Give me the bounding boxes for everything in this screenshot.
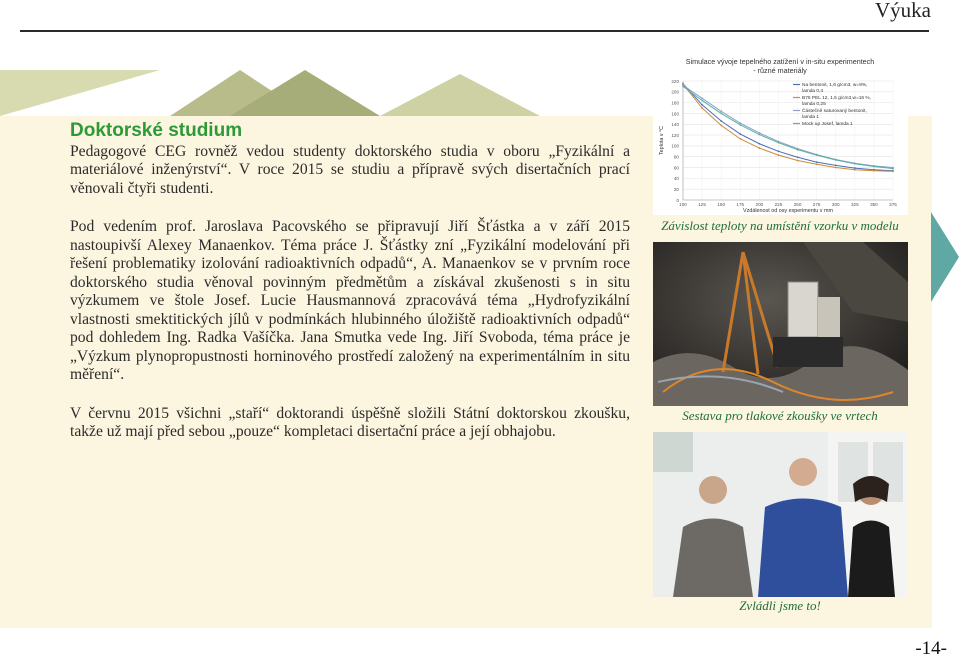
photo-graduates: [653, 432, 908, 597]
legend-label-1: lamda 0,4: [802, 89, 824, 94]
x-tick-label: 300: [831, 202, 840, 207]
data-point: [854, 167, 856, 169]
paragraph-exam: V červnu 2015 všichni „staří“ doktorandi úspěšně složili Státní doktorskou zkoušku, takže už mají před sebou „pouze“ kompletaci disertační práce a její obhajobu.: [70, 404, 630, 440]
temperature-chart: [653, 55, 908, 215]
header-rule: [20, 30, 929, 32]
data-point: [701, 104, 703, 106]
data-point: [797, 149, 799, 151]
x-tick-label: 325: [850, 202, 859, 207]
data-point: [758, 134, 760, 136]
data-point: [720, 113, 722, 115]
y-tick-label: 100: [671, 143, 679, 149]
data-point: [816, 163, 818, 165]
legend-label-3: lamda 1: [802, 115, 820, 120]
x-tick-label: 200: [755, 202, 764, 207]
x-tick-label: 225: [774, 202, 783, 207]
data-point: [701, 97, 703, 99]
data-point: [739, 124, 741, 126]
data-point: [758, 147, 760, 149]
paragraph-intro: Pedagogové CEG rovněž vedou studenty doktorského studia v oboru „Fyzikální a materiálové inženýrství“. V roce 2015 se studiu a přípravě svých disertačních prací věnovali čtyři studenti.: [70, 142, 630, 197]
x-tick-label: 175: [736, 202, 745, 207]
y-tick-label: 20: [673, 186, 679, 192]
data-point: [873, 170, 875, 172]
data-point: [758, 143, 760, 145]
x-tick-label: 275: [812, 202, 821, 207]
data-point: [892, 168, 894, 170]
x-tick-label: 250: [793, 202, 802, 207]
y-tick-label: 80: [673, 154, 679, 160]
data-point: [816, 161, 818, 163]
data-point: [682, 86, 684, 88]
y-tick-label: 140: [671, 122, 679, 128]
data-point: [739, 138, 741, 140]
data-point: [739, 133, 741, 135]
legend-label-1: Na bentonit, 1,6 g/cm3, w=8%,: [802, 83, 868, 88]
y-tick-label: 40: [673, 176, 679, 182]
legend-label-2: lamda 0,25: [802, 102, 826, 107]
data-point: [816, 154, 818, 156]
x-tick-label: 350: [870, 202, 878, 207]
article-body: [70, 122, 630, 442]
chart-caption: Závislost teploty na umístění vzorku v modelu: [661, 218, 899, 233]
data-point: [701, 100, 703, 102]
data-point: [758, 132, 760, 134]
legend-label-3: Částečně saturovaný bentonit,: [802, 109, 867, 114]
data-point: [778, 154, 780, 156]
x-tick-label: 150: [717, 202, 726, 207]
paragraph-students: Pod vedením prof. Jaroslava Pacovského se připravují Jiří Šťástka a v září 2015 nastoupivší Alexey Manaenkov. Téma práce J. Šťástky zní „Fyzikální modelování při řešení problematiky izolování radioaktivních odpadů“, A. Manaenkov se v prvním roce doktorského studia věnoval povinným předmětům a získával zkušenosti s in situ výzkumem ve štole Josef. Lucie Hausmannová zpracovává téma „Hydrofyzikální vlastnosti smektitických jílů v podmínkách hlubinného úložiště radioaktivních odpadů“ pod dohledem Ing. Radka Vašíčka. Jana Smutka vede Ing. Jiří Svoboda, téma práce je „Výzkum plynopropustnosti horninového prostředí založený na experimentálním in situ měření“.: [70, 218, 630, 383]
data-point: [739, 122, 741, 124]
data-point: [854, 169, 856, 171]
data-point: [854, 163, 856, 165]
x-axis-label: Vzdálenost od osy experimentu v mm: [743, 208, 833, 214]
graduates-image: [653, 432, 908, 597]
data-point: [701, 107, 703, 109]
section-title: Výuka: [875, 0, 931, 22]
photo-borehole-setup: [653, 242, 908, 406]
photo1-caption: Sestava pro tlakové zkoušky ve vrtech: [682, 408, 878, 423]
y-axis-label: Teplota v °C: [659, 125, 665, 156]
data-point: [778, 150, 780, 152]
data-point: [835, 164, 837, 166]
y-tick-label: 200: [671, 89, 679, 95]
chart-svg: [653, 55, 908, 215]
page-edge-arrow: [931, 212, 959, 342]
page-number: -14-: [915, 638, 947, 659]
data-point: [778, 142, 780, 144]
data-point: [797, 160, 799, 162]
data-point: [797, 156, 799, 158]
decor-triangle-3: [380, 74, 540, 116]
y-tick-label: 160: [671, 111, 679, 117]
chart-title: Simulace vývoje tepelného zatížení v in-situ experimentech: [685, 57, 875, 66]
borehole-setup-image: [653, 242, 908, 406]
x-tick-label: 375: [889, 202, 897, 207]
article-heading: Doktorské studium: [70, 120, 243, 141]
y-tick-label: 120: [671, 132, 679, 138]
y-tick-label: 220: [671, 78, 679, 84]
data-point: [873, 166, 875, 168]
decor-triangle-light: [0, 70, 160, 116]
y-tick-label: 0: [676, 197, 679, 203]
legend-label-2: B75 PEL 12, 1,5 g/cm3,w=16 %,: [802, 96, 872, 101]
data-point: [892, 170, 894, 172]
x-tick-label: 100: [679, 202, 687, 207]
chart-title-line2: - různé materiály: [753, 66, 807, 75]
legend-label-4: Mock up Josef, lamda 1: [802, 122, 853, 127]
data-point: [835, 167, 837, 169]
x-tick-label: 125: [698, 202, 706, 207]
data-point: [720, 124, 722, 126]
y-tick-label: 60: [673, 165, 679, 171]
data-point: [720, 120, 722, 122]
data-point: [720, 110, 722, 112]
y-tick-label: 180: [671, 100, 679, 106]
photo2-caption: Zvládli jsme to!: [739, 598, 821, 613]
data-point: [835, 159, 837, 161]
